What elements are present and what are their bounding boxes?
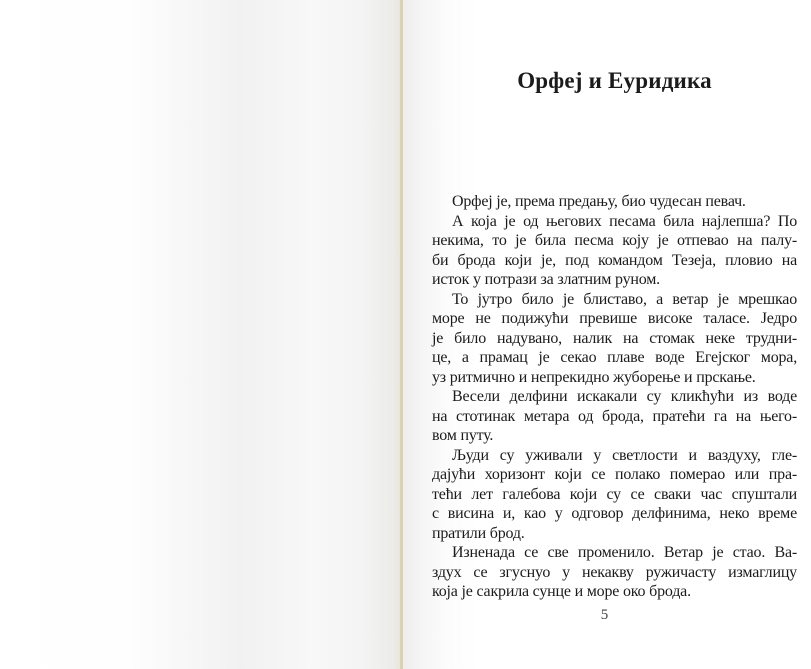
right-page	[403, 0, 811, 669]
paragraph	[432, 290, 797, 388]
chapter-title: Орфеј и Еуридика	[517, 68, 712, 93]
paragraph	[432, 192, 797, 212]
text-line: некима, то је била песма коју је отпевао на палу-	[432, 232, 797, 249]
paragraph	[432, 387, 797, 446]
text-line: море не подижући превише високе таласе. Једро	[432, 310, 797, 327]
text-line: здух се згуснуо у некакву ружичасту измаглицу	[432, 563, 797, 581]
page-number: 5	[600, 607, 609, 623]
text-line: која је сакрила сунце и море око брода.	[432, 583, 691, 600]
left-page-blank	[0, 0, 400, 669]
text-line: це, а прамац је секао плаве воде Егејског мора,	[432, 349, 797, 366]
text-line: тећи лет галебова који су се сваки час спуштали	[432, 485, 797, 503]
text-line: Весели делфини искакали су кликћући из воде	[452, 388, 797, 405]
text-line: пратили брод.	[432, 524, 525, 542]
text-line: вом путу.	[432, 427, 494, 444]
text-line: Орфеј је, према предању, био чудесан певач.	[452, 193, 746, 210]
story-text	[432, 192, 797, 602]
text-line: Изненада се све променило. Ветар је стао. Ва-	[452, 544, 797, 561]
text-line: би брода који је, под командом Тезеја, пловио на	[432, 251, 797, 269]
text-line: с висина и, као у одговор делфинима, неко време	[432, 505, 797, 522]
text-line: је било надувано, налик на стомак неке трудни-	[432, 329, 797, 347]
text-line: на стотинак метара од брода, пратећи га на њего-	[432, 407, 797, 425]
text-line: То јутро било је блиставо, а ветар је мрешкао	[452, 290, 797, 308]
text-line: дајући хоризонт који се полако померао или пра-	[432, 466, 797, 483]
text-line: Људи су уживали у светлости и ваздуху, гле-	[452, 446, 797, 464]
paragraph	[432, 543, 797, 602]
text-line: исток у потрази за златним руном.	[432, 271, 660, 288]
text-line: уз ритмично и непрекидно жуборење и прскање.	[432, 368, 756, 386]
text-line: А која је од његових песама била најлепша? По	[452, 212, 797, 230]
paragraph	[432, 212, 797, 290]
paragraph	[432, 446, 797, 544]
